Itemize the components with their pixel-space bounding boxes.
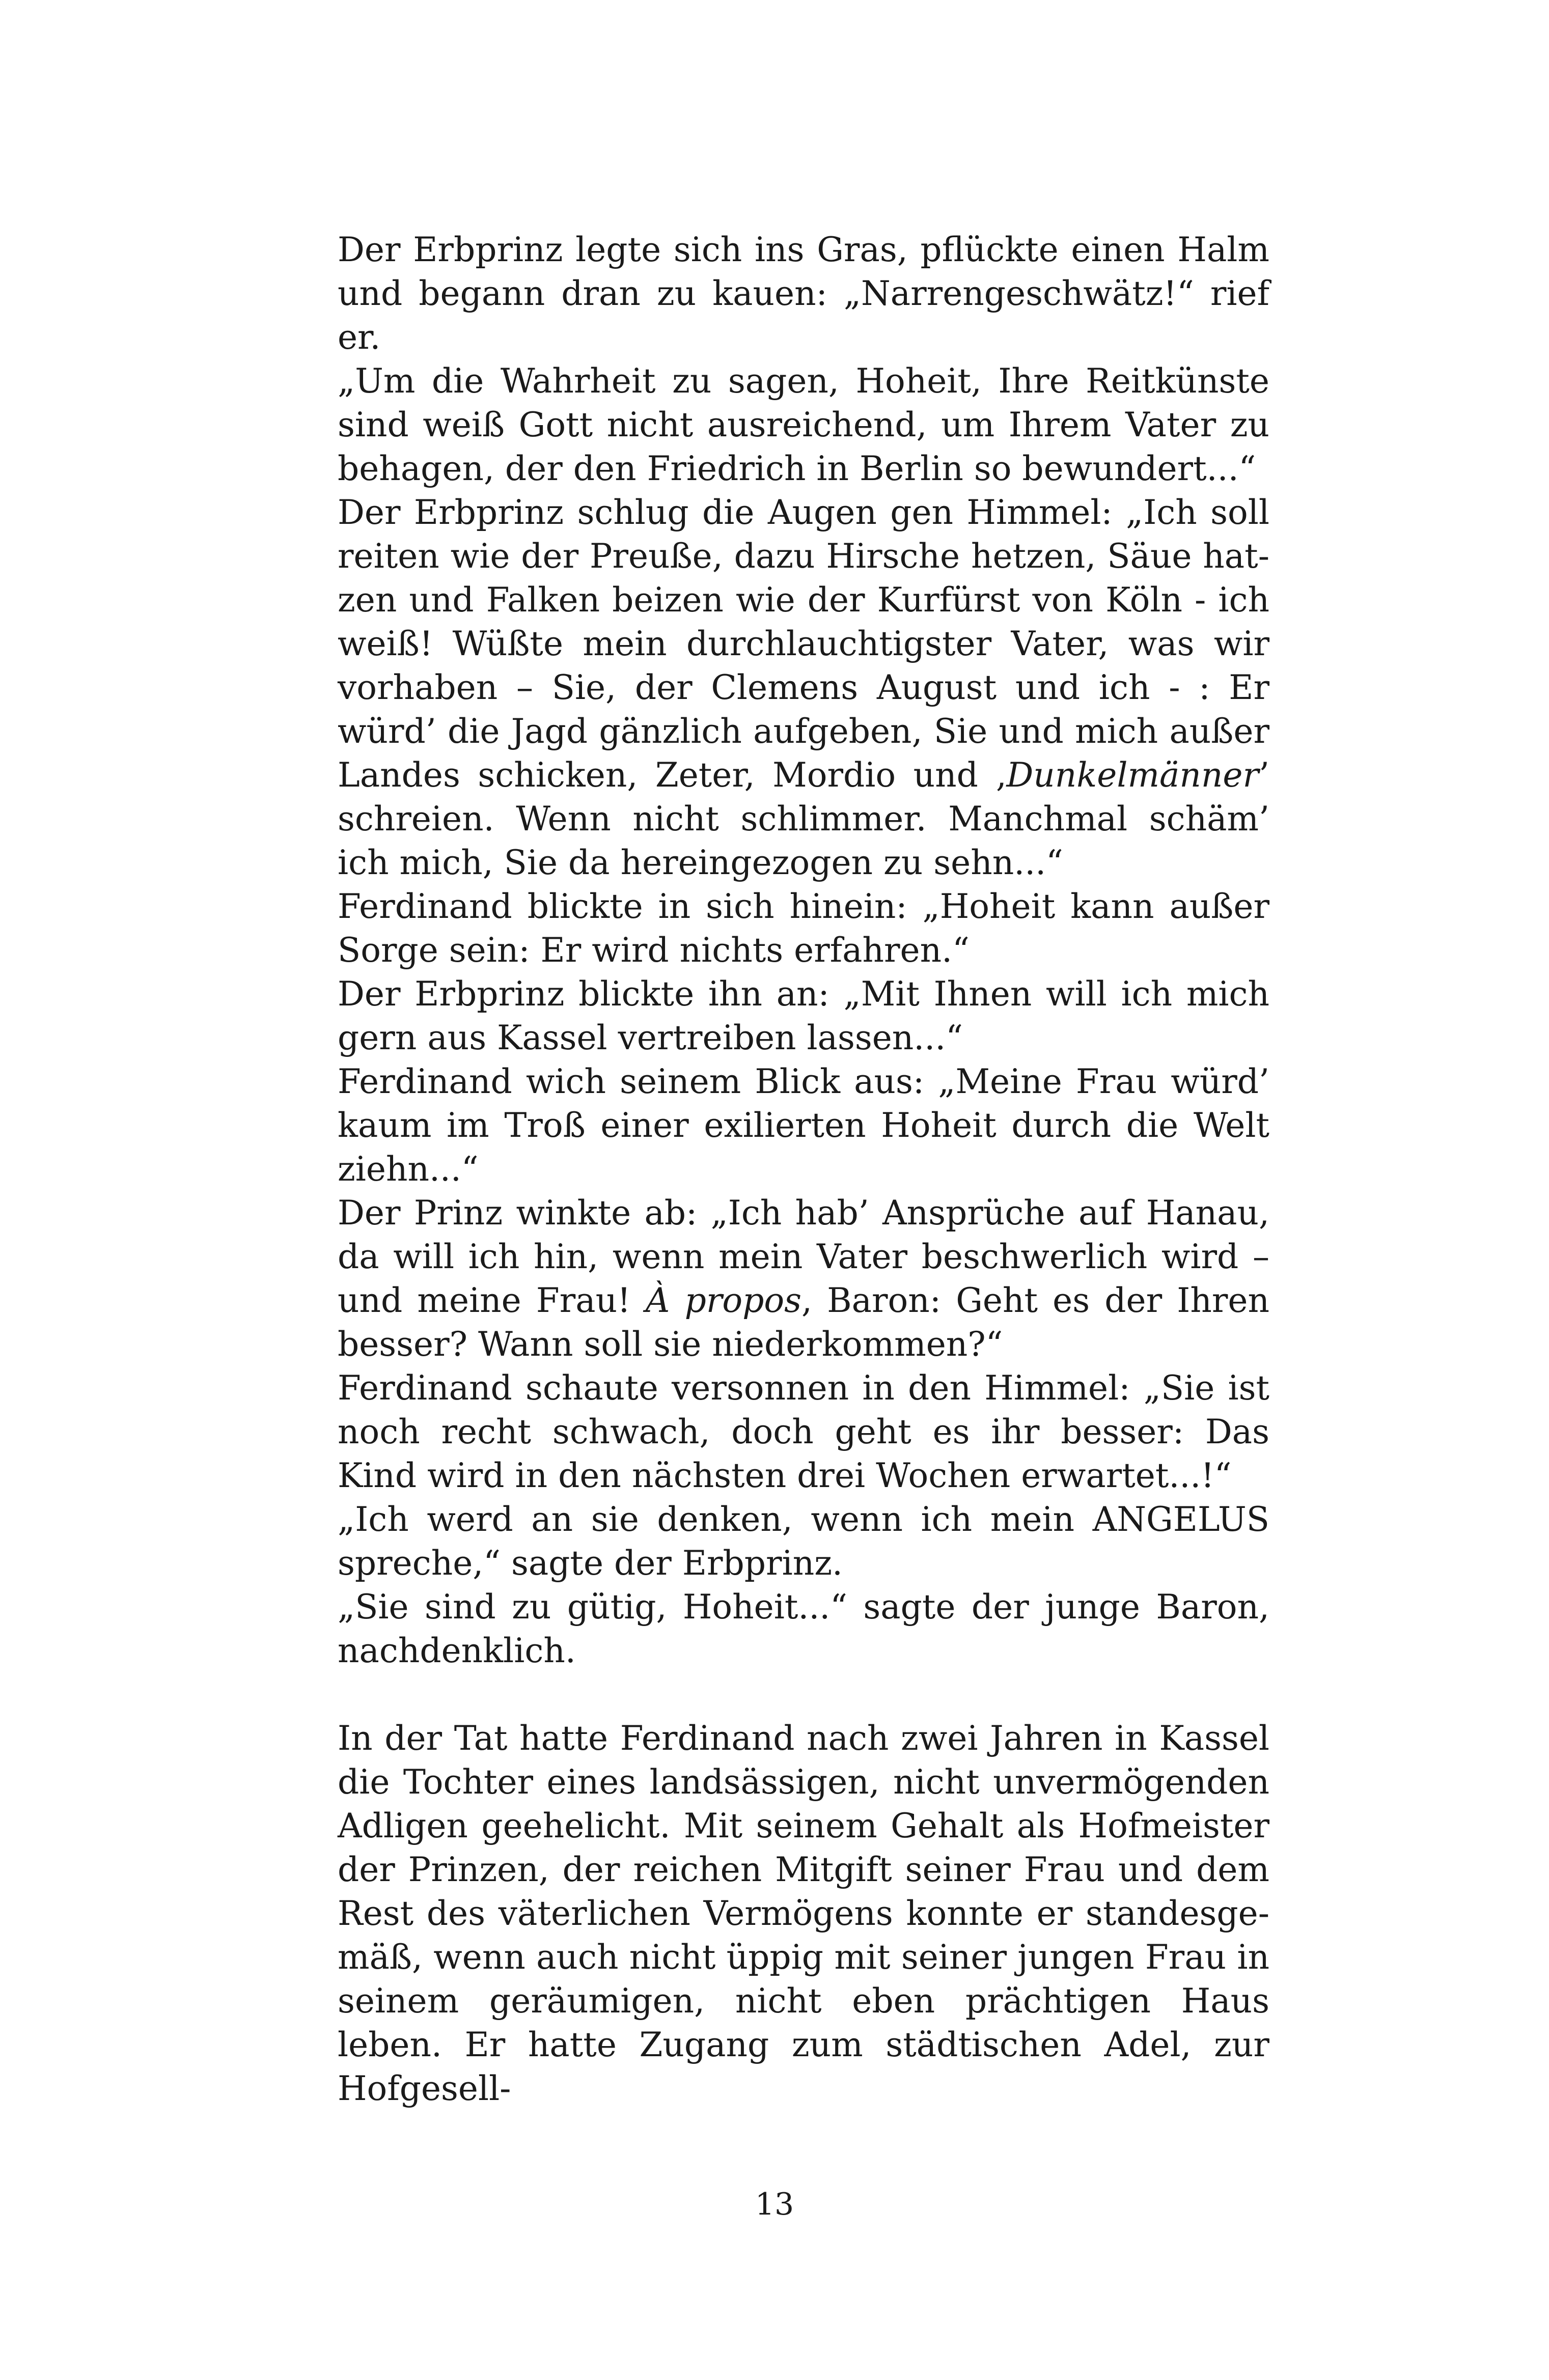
- body-text: [338, 228, 1269, 2111]
- text-span: , Baron: Geht es der Ihren besser? Wann soll sie niederkommen?“: [338, 1281, 1269, 1364]
- paragraph: Ferdinand wich seinem Blick aus: „Meine Frau würd’ kaum im Troß einer exilierten Hoheit durch die Welt ziehn...“: [338, 1062, 1269, 1189]
- paragraph: [338, 1191, 1269, 1366]
- text-span: Der Erbprinz schlug die Augen gen Himmel: „Ich soll reiten wie der Preuße, dazu Hirsche hetzen, Säue hatzen und Falken beizen wie der Kurfürst von Köln - ich weiß! Wüßte mein durchlauchtigster Vater, was wir vorhaben – Sie, der Clemens August und ich - : Er würd’ die Jagd gänzlich aufgeben, Sie und mich außer Landes schicken, Zeter, Mordio und ‚: [338, 493, 1269, 795]
- paragraph: „Sie sind zu gütig, Hoheit...“ sagte der junge Baron, nachdenklich.: [338, 1587, 1269, 1670]
- text-span: ’ schreien. Wenn nicht schlimmer. Manchmal schäm’ ich mich, Sie da hereingezogen zu sehn...“: [338, 755, 1269, 882]
- paragraph: Der Erbprinz blickte ihn an: „Mit Ihnen will ich mich gern aus Kassel vertreiben lassen...“: [338, 974, 1269, 1057]
- paragraph: In der Tat hatte Ferdinand nach zwei Jahren in Kassel die Tochter eines landsässigen, nicht unvermögenden Adligen geehelicht. Mit seinem Gehalt als Hofmeister der Prinzen, der reichen Mitgift seiner Frau und dem Rest des väterlichen Vermögens konnte er standesgemäß, wenn auch nicht üppig mit seiner jungen Frau in seinem geräumigen, nicht eben prächtigen Haus leben. Er hatte Zugang zum städtischen Adel, zur Hofgesell-: [338, 1719, 1269, 2108]
- paragraph: [338, 491, 1269, 885]
- emphasis: Dunkelmänner: [1006, 755, 1259, 795]
- page-number: 13: [755, 2187, 794, 2222]
- paragraph: Ferdinand blickte in sich hinein: „Hoheit kann außer Sorge sein: Er wird nichts erfahren.“: [338, 887, 1269, 970]
- text-span: Der Prinz winkte ab: „Ich hab’ Ansprüche auf Hanau, da will ich hin, wenn mein Vater beschwerlich wird – und meine Frau!: [338, 1193, 1269, 1320]
- emphasis: À propos: [645, 1281, 802, 1320]
- paragraph: Ferdinand schaute versonnen in den Himmel: „Sie ist noch recht schwach, doch geht es ihr besser: Das Kind wird in den nächsten drei Wochen erwartet...!“: [338, 1368, 1269, 1495]
- paragraph: Der Erbprinz legte sich ins Gras, pflückte einen Halm und begann dran zu kauen: „Narrengeschwätz!“ rief er.: [338, 230, 1269, 357]
- paragraph: „Ich werd an sie denken, wenn ich mein ANGELUS spreche,“ sagte der Erbprinz.: [338, 1500, 1269, 1583]
- paragraph: „Um die Wahrheit zu sagen, Hoheit, Ihre Reitkünste sind weiß Gott nicht ausreichend, um Ihrem Vater zu behagen, der den Friedrich in Berlin so bewundert...“: [338, 361, 1269, 488]
